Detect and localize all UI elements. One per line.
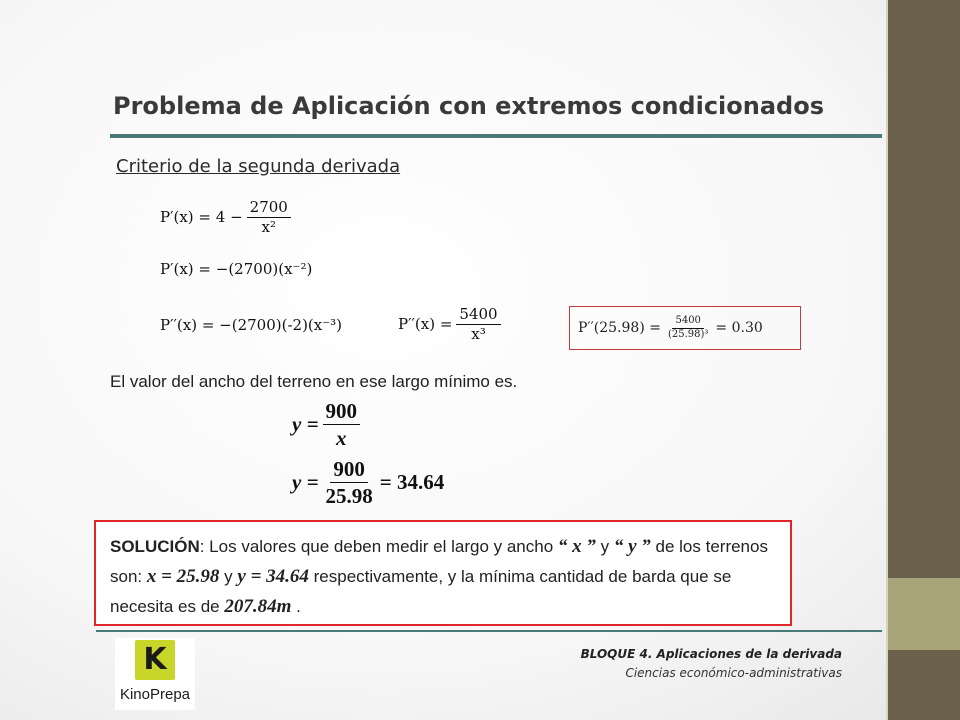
eqb-fraction [323, 456, 376, 510]
equation-y-evaluated [292, 456, 444, 510]
footer-rule [96, 630, 882, 632]
logo-letter: K [143, 642, 167, 677]
eq1-numerator: 2700 [247, 198, 291, 218]
eqb-denominator: 25.98 [325, 484, 373, 509]
kinoprepa-logo [115, 638, 195, 710]
second-derivative-evaluation-box [569, 306, 801, 350]
eqa-fraction [323, 398, 361, 452]
solution-x-value: x = 25.98 [146, 566, 220, 587]
solution-quote-y: “ y ” [613, 536, 651, 557]
slide-title: Problema de Aplicación con extremos condicionados [113, 92, 824, 120]
solution-text-2: de los terrenos son: [110, 537, 768, 586]
eqb-lhs: y = [292, 470, 319, 495]
title-rule [110, 134, 882, 138]
equation-y-general [292, 398, 364, 452]
eqb-result: = 34.64 [379, 470, 445, 495]
solution-and: y [219, 567, 238, 586]
solution-box [94, 520, 792, 626]
eqa-lhs: y = [292, 412, 319, 437]
eqb-numerator: 900 [330, 456, 368, 483]
eq4-lhs: P′′(x) = [398, 315, 453, 334]
equation-first-derivative [160, 198, 295, 237]
sidebar-band-top [888, 0, 960, 578]
solution-y-word: y [595, 537, 614, 556]
eq5-lhs: P′′(25.98) = [578, 320, 661, 336]
solution-text-3: respectivamente, y la mínima cantidad de barda que se necesita es de [110, 567, 732, 616]
eq5-denominator: (25.98)³ [667, 328, 709, 340]
eq4-denominator: x³ [471, 324, 486, 343]
footer-block-title: BLOQUE 4. Aplicaciones de la derivada [580, 647, 842, 661]
eq4-fraction [456, 305, 500, 344]
footer-area: Ciencias económico-administrativas [625, 666, 842, 680]
eq4-numerator: 5400 [456, 305, 500, 325]
solution-text-1: : Los valores que deben medir el largo y ancho [199, 537, 558, 556]
logo-k-icon [135, 640, 175, 680]
eqa-numerator: 900 [323, 398, 361, 425]
equation-second-derivative: P′′(x) = −(2700)(-2)(x⁻³) [160, 316, 343, 334]
solution-y-value: y = 34.64 [237, 566, 309, 587]
eqa-denominator: x [336, 426, 347, 451]
eq1-lhs: P′(x) = 4 − [160, 208, 243, 227]
logo-text: KinoPrepa [119, 686, 191, 703]
equation-first-derivative-power: P′(x) = −(2700)(x⁻²) [160, 260, 313, 278]
sidebar-band-bottom [888, 650, 960, 720]
solution-heading: SOLUCIÓN [110, 537, 200, 556]
equation-second-derivative-simplified [398, 305, 505, 344]
solution-fence-value: 207.84m [224, 596, 292, 617]
solution-quote-x: “ x ” [557, 536, 596, 557]
eq1-denominator: x² [261, 217, 276, 236]
slide-subtitle: Criterio de la segunda derivada [116, 156, 401, 177]
eq1-fraction [247, 198, 291, 237]
eq5-result: = 0.30 [715, 320, 763, 336]
eq5-fraction [665, 315, 711, 341]
width-statement: El valor del ancho del terreno en ese largo mínimo es. [110, 372, 518, 391]
solution-end: . [291, 597, 301, 616]
eq5-numerator: 5400 [672, 315, 703, 329]
sidebar-band-accent [888, 578, 960, 650]
